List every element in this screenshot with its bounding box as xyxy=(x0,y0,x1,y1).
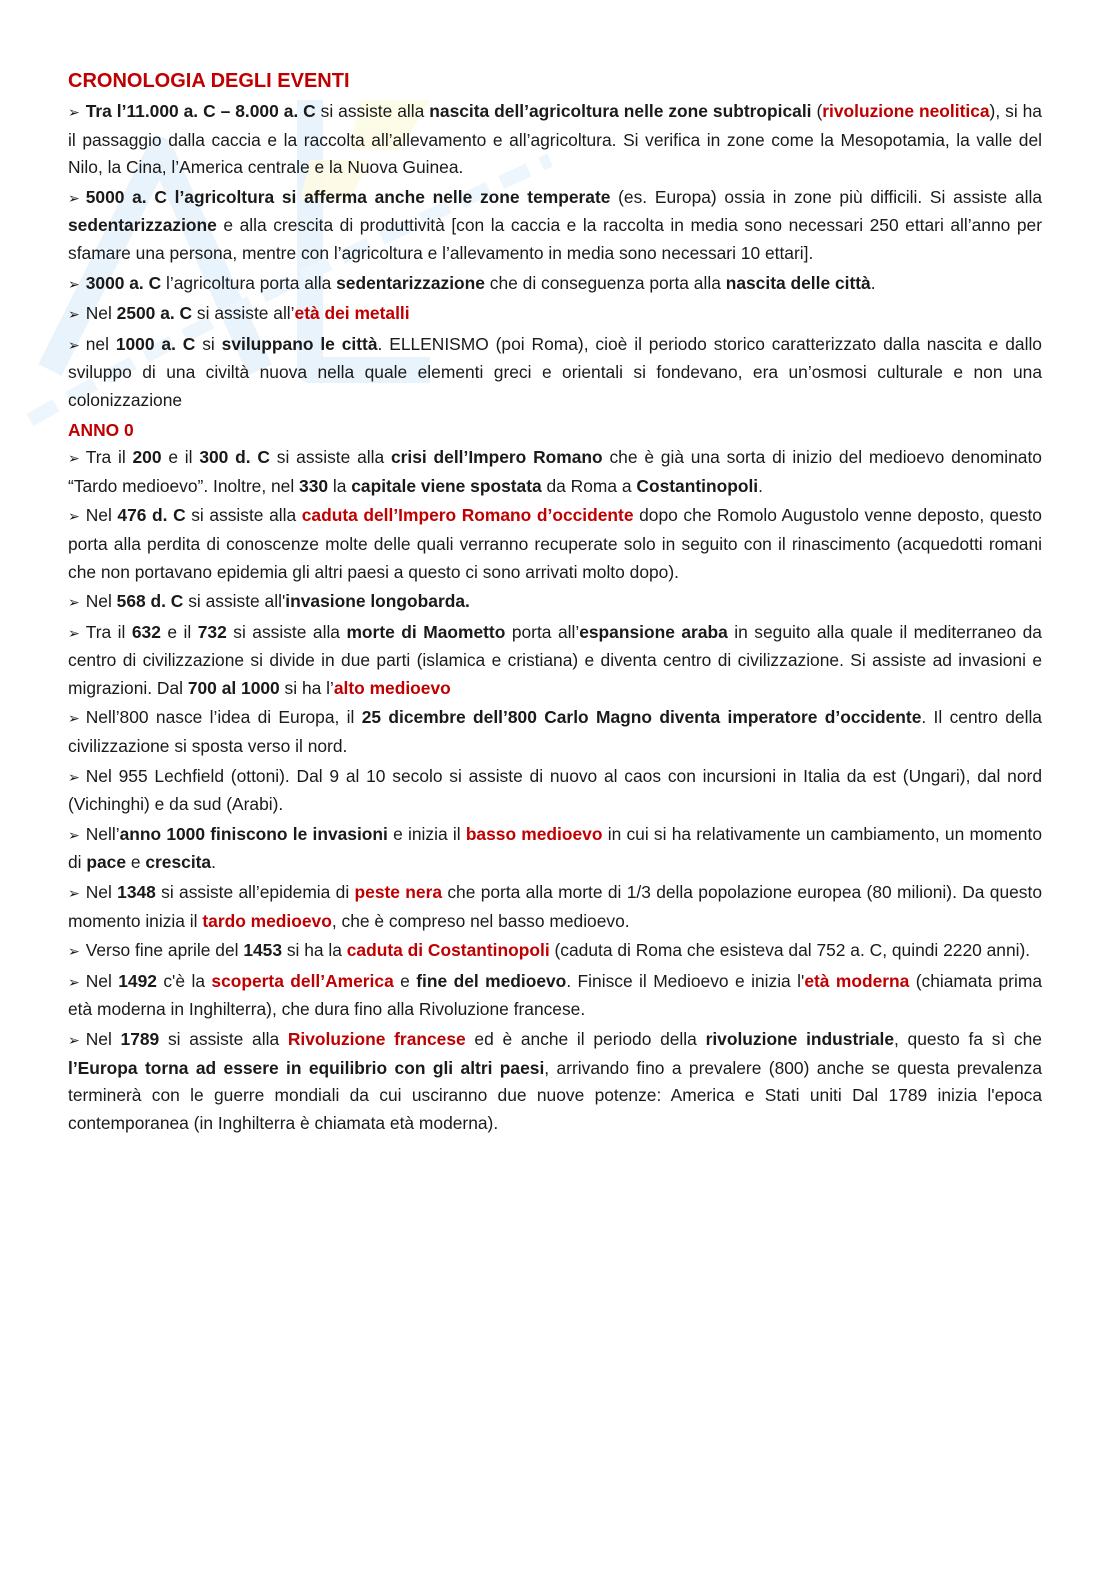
bold-text: 5000 a. C l’agricoltura si afferma anche nelle zone temperate xyxy=(85,186,611,207)
bold-text: 476 d. C xyxy=(117,505,186,526)
text-run: che è già una sorta di inizio del medioevo denominato “Tardo medioevo”. Inoltre, nel xyxy=(68,447,1042,496)
text-run: (es. Europa) ossia in zone più difficili. Si assiste alla xyxy=(610,186,1042,207)
text-run: si ha la xyxy=(282,940,347,961)
bold-text: 1453 xyxy=(243,940,282,961)
bold-text: sedentarizzazione xyxy=(68,215,217,236)
arrow-bullet-icon: ➢ xyxy=(68,450,80,467)
arrow-bullet-icon: ➢ xyxy=(68,885,80,902)
text-run: ( xyxy=(811,101,823,121)
arrow-bullet-icon: ➢ xyxy=(68,943,80,960)
bold-text: 1348 xyxy=(117,882,156,903)
text-run: si assiste all’ xyxy=(192,303,295,324)
text-run: . ELLENISMO (poi Roma), cioè il periodo storico caratterizzato dalla nascita e dallo sviluppo di una civiltà nuova nella quale elementi greci e orientali si fondevano, era un’osmosi culturale e non una colonizzazione xyxy=(68,333,1042,410)
text-run: dopo che Romolo Augustolo venne deposto, questo porta alla perdita di conoscenze molte delle quali verranno recuperate solo in seguito con il rinascimento (acquedotti romani che non portavano epidemia gli altri paesi a questo ci sono arrivati molto dopo). xyxy=(68,505,1042,582)
event-item xyxy=(68,704,1042,760)
event-item xyxy=(68,270,1042,299)
event-item xyxy=(68,444,1042,500)
bold-text: l’Europa torna ad essere in equilibrio con gli altri paesi xyxy=(68,1057,545,1078)
arrow-bullet-icon: ➢ xyxy=(68,508,80,525)
bold-text: 1492 xyxy=(118,970,157,991)
text-run: . Il centro della civilizzazione si sposta verso il nord. xyxy=(68,707,1042,757)
bold-text: 632 xyxy=(131,621,161,642)
event-item xyxy=(68,300,1042,329)
arrow-bullet-icon: ➢ xyxy=(68,104,80,120)
text-run: , che è compreso nel basso medioevo. xyxy=(331,910,630,931)
bold-text: morte di Maometto xyxy=(346,621,506,642)
bold-text: 2500 a. C xyxy=(116,303,193,324)
text-run: nel xyxy=(85,333,116,354)
text-run: Nel xyxy=(85,303,117,324)
text-run: si assiste alla xyxy=(269,447,391,468)
text-run: . Finisce il Medioevo e inizia l' xyxy=(566,970,805,991)
bold-text: Tra l’11.000 a. C – 8.000 a. C xyxy=(85,101,316,121)
text-run: Tra il xyxy=(85,447,133,468)
text-run: (caduta di Roma che esisteva dal 752 a. C, quindi 2220 anni). xyxy=(549,940,1031,961)
highlight-text: rivoluzione neolitica xyxy=(822,101,990,121)
text-run: Tra il xyxy=(85,621,132,642)
bold-text: 732 xyxy=(197,621,227,642)
arrow-bullet-icon: ➢ xyxy=(68,189,80,206)
text-run: da Roma a xyxy=(541,475,637,496)
bold-text: espansione araba xyxy=(579,621,728,642)
text-run: in cui si ha relativamente un cambiamento, un momento di xyxy=(68,823,1042,873)
highlight-text: caduta di Costantinopoli xyxy=(346,940,550,961)
text-run: in seguito alla quale il mediterraneo da centro di civilizzazione si divide in due parti (islamica e cristiana) e diventa centro di civilizzazione. Si assiste ad invasioni e migrazioni. Dal xyxy=(68,621,1042,698)
text-run: e xyxy=(393,970,417,991)
bold-text: 568 d. C xyxy=(116,591,184,612)
arrow-bullet-icon: ➢ xyxy=(68,594,80,611)
text-run: c'è la xyxy=(156,970,212,991)
arrow-bullet-icon: ➢ xyxy=(68,973,80,990)
text-run: Nel xyxy=(85,882,118,903)
event-item xyxy=(68,98,1042,182)
event-item xyxy=(68,821,1042,877)
event-item xyxy=(68,588,1042,617)
event-item xyxy=(68,937,1042,966)
bold-text: Costantinopoli xyxy=(636,475,759,496)
arrow-bullet-icon: ➢ xyxy=(68,306,80,323)
page-title: CRONOLOGIA DEGLI EVENTI xyxy=(68,70,350,92)
text-run: (chiamata prima età moderna in Inghilterra), che dura fino alla Rivoluzione francese. xyxy=(68,970,1042,1020)
text-run: si assiste all’epidemia di xyxy=(155,882,355,903)
text-run: . xyxy=(870,272,876,293)
bold-text: 700 al 1000 xyxy=(187,677,280,698)
text-run: Verso fine aprile del xyxy=(85,940,244,961)
text-run: si assiste alla xyxy=(315,101,430,121)
document-body xyxy=(68,66,1042,1139)
bold-text: invasione longobarda. xyxy=(285,591,470,612)
text-run: Nel xyxy=(85,505,118,526)
text-run: Nel xyxy=(85,591,117,612)
bold-text: nascita dell’agricoltura nelle zone subtropicali xyxy=(429,101,812,121)
highlight-text: scoperta dell’America xyxy=(211,970,394,991)
arrow-bullet-icon: ➢ xyxy=(68,336,80,353)
highlight-text: basso medioevo xyxy=(465,823,603,844)
bold-text: 3000 a. C xyxy=(85,272,162,293)
text-run: si assiste alla xyxy=(159,1029,288,1049)
bold-text: 200 xyxy=(132,447,162,468)
event-item xyxy=(68,184,1042,268)
arrow-bullet-icon: ➢ xyxy=(68,1032,80,1048)
arrow-bullet-icon: ➢ xyxy=(68,710,80,727)
text-run: ), si ha il passaggio dalla caccia e la raccolta all’allevamento e all’agricoltura. Si verifica in zone come la Mesopotamia, la valle del Nilo, la Cina, l’America centrale e la Nuova Guinea. xyxy=(68,101,1042,178)
text-run: , questo fa sì che xyxy=(894,1029,1042,1049)
text-run: si assiste all' xyxy=(183,591,286,612)
text-run: si ha l’ xyxy=(279,677,334,698)
bold-text: 1000 a. C xyxy=(115,333,196,354)
bold-text: rivoluzione industriale xyxy=(705,1029,895,1049)
text-run: e il xyxy=(161,447,200,468)
arrow-bullet-icon: ➢ xyxy=(68,826,80,843)
text-run: e il xyxy=(160,621,198,642)
bold-text: anno 1000 finiscono le invasioni xyxy=(119,823,388,844)
event-list-after-anno-0 xyxy=(68,444,1042,1137)
bold-text: sviluppano le città xyxy=(221,333,378,354)
anno-zero-heading: ANNO 0 xyxy=(68,419,134,440)
event-item xyxy=(68,331,1042,415)
highlight-text: Rivoluzione francese xyxy=(287,1029,466,1049)
text-run: porta all’ xyxy=(505,621,580,642)
text-run: che di conseguenza porta alla xyxy=(484,272,726,293)
highlight-text: alto medioevo xyxy=(333,677,451,698)
text-run: si assiste alla xyxy=(185,505,302,526)
highlight-text: caduta dell’Impero Romano d’occidente xyxy=(301,505,634,526)
event-item xyxy=(68,968,1042,1024)
bold-text: fine del medioevo xyxy=(416,970,567,991)
text-run: ed è anche il periodo della xyxy=(465,1029,706,1049)
text-run: si assiste alla xyxy=(226,621,347,642)
bold-text: nascita delle città xyxy=(725,272,871,293)
text-run: . xyxy=(758,475,763,496)
text-run: e xyxy=(126,852,146,873)
highlight-text: tardo medioevo xyxy=(202,910,332,931)
text-run: si xyxy=(195,333,222,354)
event-item xyxy=(68,502,1042,586)
arrow-bullet-icon: ➢ xyxy=(68,624,80,641)
text-run: l’agricoltura porta alla xyxy=(161,272,337,293)
event-item xyxy=(68,763,1042,819)
bold-text: 300 d. C xyxy=(199,447,270,468)
text-run: . xyxy=(211,852,216,873)
text-run: la xyxy=(328,475,352,496)
highlight-text: peste nera xyxy=(354,882,443,903)
bold-text: pace xyxy=(86,852,127,873)
text-run: Nel 955 Lechfield (ottoni). Dal 9 al 10 secolo si assiste di nuovo al caos con incursioni in Italia da est (Ungari), dal nord (Vichinghi) e da sud (Arabi). xyxy=(68,765,1042,815)
text-run: e inizia il xyxy=(387,823,466,844)
bold-text: 330 xyxy=(299,475,329,496)
text-run: Nell’ xyxy=(85,823,120,844)
text-run: Nell’800 nasce l’idea di Europa, il xyxy=(85,707,362,728)
highlight-text: età dei metalli xyxy=(294,303,410,324)
text-run: e alla crescita di produttività [con la caccia e la raccolta in media sono necessari 250 ettari all’anno per sfamare una persona, mentre con l’agricoltura e l’allevamento in media sono necessari 10 ettari]. xyxy=(68,215,1042,263)
text-run: che porta alla morte di 1/3 della popolazione europea (80 milioni). Da questo momento inizia il xyxy=(68,882,1043,931)
event-item xyxy=(68,619,1042,703)
highlight-text: età moderna xyxy=(804,970,910,991)
bold-text: crisi dell’Impero Romano xyxy=(390,447,603,468)
text-run: , arrivando fino a prevalere (800) anche se questa prevalenza terminerà con le guerre mondiali da cui usciranno due nuove potenze: America e Stati uniti Dal 1789 inizia l'epoca contemporanea (in Inghilterra è chiamata età moderna). xyxy=(68,1057,1042,1133)
text-run: Nel xyxy=(85,970,119,991)
arrow-bullet-icon: ➢ xyxy=(68,275,80,292)
event-item xyxy=(68,879,1042,935)
event-list-before-anno-0 xyxy=(68,98,1042,415)
bold-text: 1789 xyxy=(120,1029,160,1049)
bold-text: sedentarizzazione xyxy=(336,272,485,293)
arrow-bullet-icon: ➢ xyxy=(68,768,80,785)
bold-text: 25 dicembre dell’800 Carlo Magno diventa imperatore d’occidente xyxy=(361,707,922,728)
event-item xyxy=(68,1026,1042,1137)
text-run: Nel xyxy=(85,1029,121,1049)
bold-text: crescita xyxy=(145,852,212,873)
bold-text: capitale viene spostata xyxy=(351,475,542,496)
